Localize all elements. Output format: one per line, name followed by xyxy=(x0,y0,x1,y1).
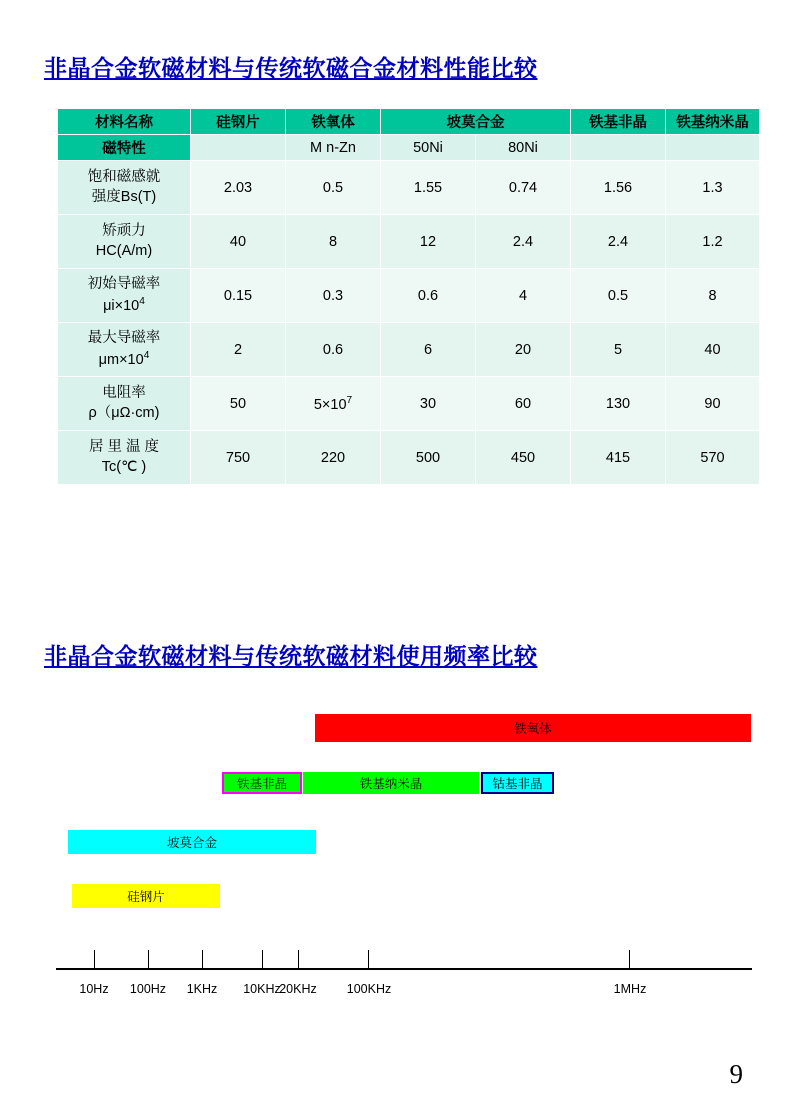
cell-value: 570 xyxy=(666,431,760,485)
bar-co-amorphous xyxy=(481,772,554,794)
row-label-line1: 初始导磁率 xyxy=(87,276,161,293)
row-label-initial-permeability xyxy=(58,269,191,323)
axis-tick-label: 1MHz xyxy=(613,982,647,996)
cell-value: 500 xyxy=(381,431,476,485)
page-number: 9 xyxy=(729,1059,743,1089)
header-sub-80ni: 80Ni xyxy=(476,135,571,161)
cell-value: 0.6 xyxy=(286,323,381,377)
cell-value: 2.4 xyxy=(476,215,571,269)
cell-value: 2 xyxy=(191,323,286,377)
row-label-line1: 饱和磁感就 xyxy=(87,168,161,185)
row-label-hc xyxy=(58,215,191,269)
table-header-row-1 xyxy=(58,109,760,135)
bar-permalloy xyxy=(68,830,316,854)
cell-value: 8 xyxy=(666,269,760,323)
header-sub-50ni: 50Ni xyxy=(381,135,476,161)
bar-fe-amorphous xyxy=(222,772,302,794)
axis-tick xyxy=(368,950,369,968)
cell-value: 40 xyxy=(666,323,760,377)
row-label-line1: 矫顽力 xyxy=(102,222,146,239)
cell-value-resistivity-ferrite xyxy=(286,377,381,431)
axis-tick-label: 100KHz xyxy=(346,982,392,996)
bar-label: 坡莫合金 xyxy=(166,836,217,850)
header-fe-nanocrystalline: 铁基纳米晶 xyxy=(666,109,760,135)
page-title-table: 非晶合金软磁材料与传统软磁合金材料性能比较 xyxy=(44,56,538,81)
material-properties-table xyxy=(57,108,760,485)
cell-value: 4 xyxy=(476,269,571,323)
cell-value: 0.6 xyxy=(381,269,476,323)
cell-value: 8 xyxy=(286,215,381,269)
cell-value: 0.5 xyxy=(286,161,381,215)
header-sub-mnzn: M n-Zn xyxy=(286,135,381,161)
header-ferrite: 铁氧体 xyxy=(286,109,381,135)
header-silicon-steel: 硅钢片 xyxy=(191,109,286,135)
cell-value: 750 xyxy=(191,431,286,485)
cell-value: 12 xyxy=(381,215,476,269)
row-label-line1: 居 里 温 度 xyxy=(88,438,160,455)
header-fe-amorphous: 铁基非晶 xyxy=(571,109,666,135)
cell-value: 450 xyxy=(476,431,571,485)
axis-tick xyxy=(94,950,95,968)
cell-value: 90 xyxy=(666,377,760,431)
row-label-line2: μi×10 xyxy=(103,297,140,314)
axis-tick-label: 10KHz xyxy=(243,982,281,996)
table-header-row-2 xyxy=(58,135,760,161)
header-sub-silicon-steel xyxy=(191,135,286,161)
page-title-chart: 非晶合金软磁材料与传统软磁材料使用频率比较 xyxy=(44,644,538,669)
row-label-resistivity xyxy=(58,377,191,431)
cell-value: 130 xyxy=(571,377,666,431)
bar-label: 铁基纳米晶 xyxy=(359,777,423,791)
cell-value: 30 xyxy=(381,377,476,431)
axis-tick xyxy=(262,950,263,968)
cell-value: 220 xyxy=(286,431,381,485)
cell-value: 0.74 xyxy=(476,161,571,215)
cell-value: 2.4 xyxy=(571,215,666,269)
row-label-line1: 最大导磁率 xyxy=(87,330,161,347)
header-magnetic-property: 磁特性 xyxy=(58,135,191,161)
cell-value: 6 xyxy=(381,323,476,377)
frequency-range-chart xyxy=(0,700,800,1020)
table-row xyxy=(58,269,760,323)
row-label-bs xyxy=(58,161,191,215)
row-label-line2: HC(A/m) xyxy=(95,242,153,259)
row-label-line2: ρ（μΩ·cm) xyxy=(88,404,160,421)
cell-value: 20 xyxy=(476,323,571,377)
table-row xyxy=(58,431,760,485)
cell-value: 2.03 xyxy=(191,161,286,215)
axis-tick-label: 10Hz xyxy=(79,982,109,996)
row-label-curie-temp xyxy=(58,431,191,485)
bar-ferrite xyxy=(315,714,751,742)
bar-silicon-steel xyxy=(72,884,220,908)
row-label-line1: 电阻率 xyxy=(102,384,146,401)
row-label-line2: Tc(℃ ) xyxy=(101,458,147,475)
cell-value: 0.3 xyxy=(286,269,381,323)
row-label-max-permeability xyxy=(58,323,191,377)
bar-label: 钴基非晶 xyxy=(492,777,543,791)
cell-value: 1.55 xyxy=(381,161,476,215)
axis-tick xyxy=(629,950,630,968)
cell-value-exponent: 7 xyxy=(346,394,353,406)
row-label-exponent: 4 xyxy=(143,349,150,361)
cell-value: 50 xyxy=(191,377,286,431)
bar-label: 硅钢片 xyxy=(127,890,165,904)
cell-value: 1.56 xyxy=(571,161,666,215)
cell-value: 60 xyxy=(476,377,571,431)
cell-value: 1.2 xyxy=(666,215,760,269)
table-row xyxy=(58,377,760,431)
cell-value-text: 5×10 xyxy=(313,396,347,413)
table-row xyxy=(58,215,760,269)
axis-tick-label: 20KHz xyxy=(279,982,317,996)
cell-value: 415 xyxy=(571,431,666,485)
cell-value: 5 xyxy=(571,323,666,377)
bar-label: 铁基非晶 xyxy=(236,777,287,791)
row-label-line2: 强度Bs(T) xyxy=(91,188,157,205)
table-row xyxy=(58,161,760,215)
axis-tick-label: 1KHz xyxy=(186,982,218,996)
axis-tick xyxy=(148,950,149,968)
cell-value: 0.15 xyxy=(191,269,286,323)
bar-fe-nanocrystalline xyxy=(303,772,479,794)
row-label-exponent: 4 xyxy=(139,295,145,307)
header-material-name: 材料名称 xyxy=(58,109,191,135)
axis-tick xyxy=(298,950,299,968)
row-label-line2: μm×10 xyxy=(98,351,144,368)
axis-tick-label: 100Hz xyxy=(129,982,167,996)
header-sub-fe-nano xyxy=(666,135,760,161)
cell-value: 1.3 xyxy=(666,161,760,215)
cell-value: 0.5 xyxy=(571,269,666,323)
bar-label: 铁氧体 xyxy=(514,722,552,736)
table-row xyxy=(58,323,760,377)
cell-value: 40 xyxy=(191,215,286,269)
header-sub-fe-amorphous xyxy=(571,135,666,161)
header-permalloy: 坡莫合金 xyxy=(381,109,571,135)
axis-line xyxy=(56,968,752,970)
axis-tick xyxy=(202,950,203,968)
spec-table-container xyxy=(57,108,759,485)
